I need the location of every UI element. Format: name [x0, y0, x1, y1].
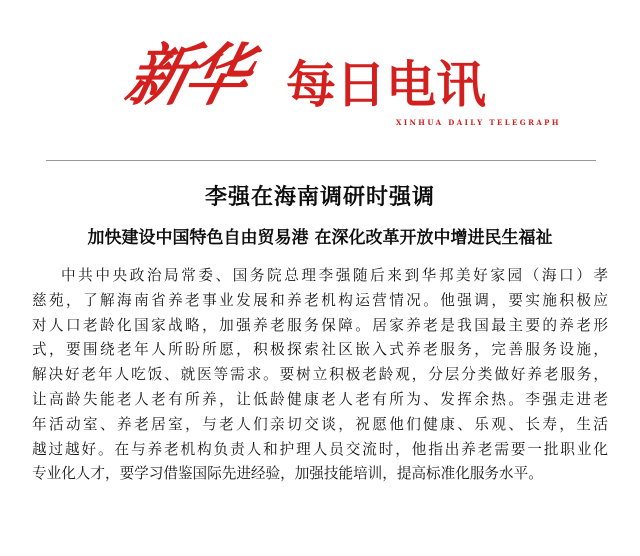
- article-headline: 李强在海南调研时强调: [204, 185, 435, 210]
- body-line: 慈苑，了解海南省养老事业发展和养老机构运营情况。他强调，要实施积极应: [32, 291, 608, 309]
- newspaper-logo: [118, 35, 561, 138]
- body-line: 式，要围绕老年人所盼所愿，积极探索社区嵌入式养老服务，完善服务设施，: [32, 341, 608, 359]
- masthead-divider: [46, 160, 596, 161]
- logo-english-subtitle: XINHUA DAILY TELEGRAPH: [396, 118, 561, 127]
- masthead: [0, 0, 640, 162]
- article-subheadline: 加快建设中国特色自由贸易港 在深化改革开放中增进民生福祉: [87, 228, 553, 248]
- body-line: 对人口老龄化国家战略，加强养老服务保障。居家养老是我国最主要的养老形: [32, 316, 608, 334]
- article-body: [32, 264, 608, 487]
- logo-calligraphy: 新华: [118, 35, 255, 115]
- body-line: 专业化人才，要学习借鉴国际先进经验，加强技能培训，提高标准化服务水平。: [32, 465, 543, 483]
- body-line: 解决好老年人吃饭、就医等需求。要树立积极老龄观，分层分类做好养老服务，: [32, 366, 608, 384]
- body-line: 越过越好。在与养老机构负责人和护理人员交流时，他指出养老需要一批职业化: [32, 440, 608, 458]
- logo-title: 每日电讯: [286, 56, 486, 114]
- body-line: 中共中央政治局常委、国务院总理李强随后来到华邦美好家园（海口）孝: [61, 267, 608, 284]
- body-line: 年活动室、养老居室，与老人们亲切交谈，祝愿他们健康、乐观、长寿，生活: [32, 415, 608, 433]
- body-line: 让高龄失能老人老有所养，让低龄健康老人老有所为、发挥余热。李强走进老: [32, 390, 608, 408]
